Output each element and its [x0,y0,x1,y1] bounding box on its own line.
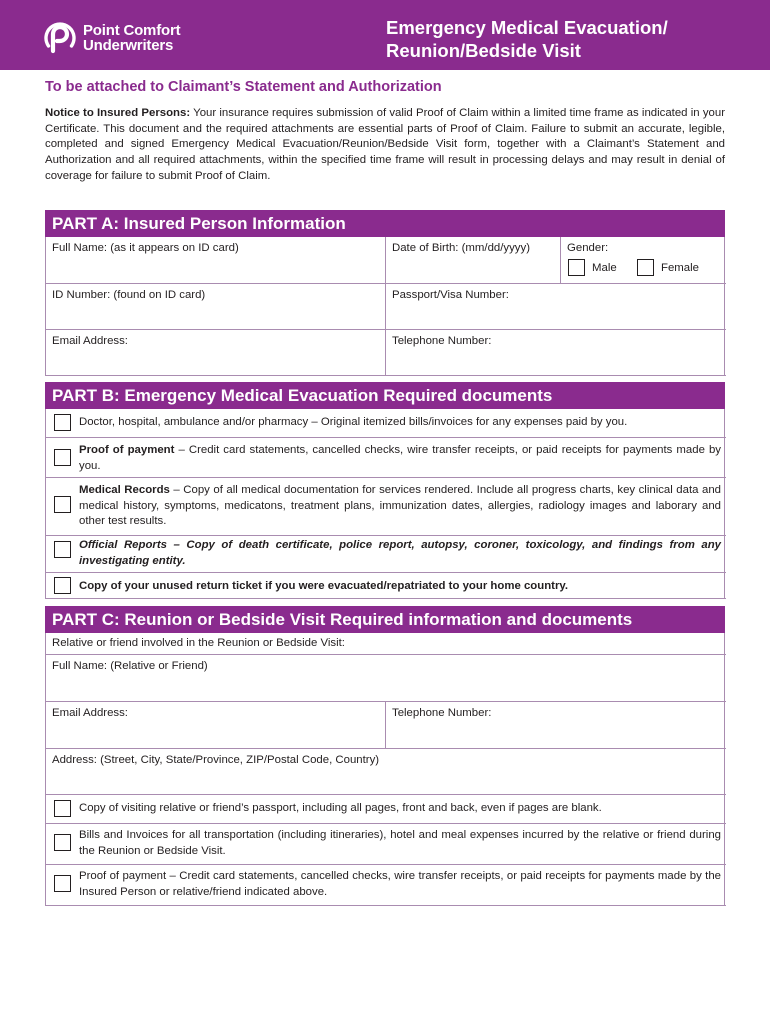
title-line-1: Emergency Medical Evacuation/ [386,17,668,38]
return-ticket-checkbox[interactable] [54,577,71,594]
full-name-field[interactable]: Full Name: (as it appears on ID card) [52,242,239,254]
notice-text: Your insurance requires submission of valid Proof of Claim within a limited time frame as indicated in your Certificate. This document and the required attachments are essential parts of Proof of Claim. Failure to submit an accurate, legible, completed and signed Emergency Medical Evacuation/Reunion/Bedside Visit form, together with a Claimant’s Statement and Authorization and all required attachments, within the specified time frame will result in processing delays and may result in denial of coverage for failure to submit Proof of Claim. [45,107,725,182]
list-item [46,865,726,905]
email-field[interactable]: Email Address: [52,335,128,347]
part-b-list [45,409,725,599]
item-text: Copy of your unused return ticket if you were evacuated/repatriated to your home country. [79,580,569,592]
title-line-2: Reunion/Bedside Visit [386,40,581,61]
male-checkbox[interactable] [568,259,585,276]
list-item [46,795,726,823]
list-item [46,478,726,535]
item-text: Doctor, hospital, ambulance and/or pharmacy – Original itemized bills/invoices for any expenses paid by you. [79,416,628,428]
part-b-header: PART B: Emergency Medical Evacuation Required documents [45,382,725,409]
item-text: Bills and Invoices for all transportation (including itineraries), hotel and meal expenses incurred by the relative or friend during the Reunion or Bedside Visit. [79,829,721,857]
dob-field[interactable]: Date of Birth: (mm/dd/yyyy) [392,242,530,254]
item-text: Copy of visiting relative or friend’s passport, including all pages, front and back, even if pages are blank. [79,802,602,814]
part-a-header: PART A: Insured Person Information [45,210,725,237]
list-item [46,409,726,437]
list-item [46,573,726,599]
female-label: Female [661,262,699,274]
list-item [46,438,726,478]
part-c-header: PART C: Reunion or Bedside Visit Required information and documents [45,606,725,633]
relative-full-name-field[interactable]: Full Name: (Relative or Friend) [52,660,208,672]
bills-invoices-checkbox[interactable] [54,834,71,851]
medical-records-checkbox[interactable] [54,496,71,513]
list-item [46,824,726,864]
notice-label: Notice to Insured Persons: [45,107,191,119]
item-text: Proof of payment – Credit card statements, cancelled checks, wire transfer receipts, or paid receipts for payments made by the Insured Person or relative/friend indicated above. [79,870,721,898]
part-a-grid [45,237,725,376]
gender-label: Gender: [567,242,609,254]
female-checkbox[interactable] [637,259,654,276]
document-title [386,16,668,62]
item-text: Medical Records – Copy of all medical documentation for services rendered. Include all progress charts, key clinical data and medical history, symptoms, medicatons, treatment plans, immunization dates, allergies, radiology images and laborary and other test results. [79,484,721,527]
notice-paragraph [45,106,725,185]
relative-intro: Relative or friend involved in the Reunion or Bedside Visit: [52,637,345,649]
header-banner [0,0,770,70]
male-label: Male [592,262,617,274]
logo-line-2: Underwriters [83,37,174,54]
logo-line-1: Point Comfort [83,22,181,39]
telephone-field[interactable]: Telephone Number: [392,335,492,347]
company-logo [44,22,180,54]
proof-of-payment-checkbox[interactable] [54,449,71,466]
part-c-grid [45,633,725,906]
relative-email-field[interactable]: Email Address: [52,707,128,719]
list-item [46,536,726,574]
id-number-field[interactable]: ID Number: (found on ID card) [52,289,206,301]
item-text: Proof of payment – Credit card statements, cancelled checks, wire transfer receipts, or paid receipts for payments made by you. [79,444,721,472]
relative-address-field[interactable]: Address: (Street, City, State/Province, ZIP/Postal Code, Country) [52,754,380,766]
official-reports-checkbox[interactable] [54,541,71,558]
passport-field[interactable]: Passport/Visa Number: [392,289,509,301]
itemized-bills-checkbox[interactable] [54,414,71,431]
form-subtitle: To be attached to Claimant’s Statement and Authorization [45,79,442,95]
relative-payment-checkbox[interactable] [54,875,71,892]
logo-mark-icon [44,22,76,54]
relative-telephone-field[interactable]: Telephone Number: [392,707,492,719]
passport-copy-checkbox[interactable] [54,800,71,817]
item-text: Official Reports – Copy of death certificate, police report, autopsy, coroner, toxicology, and findings from any investigating entity. [79,539,721,567]
